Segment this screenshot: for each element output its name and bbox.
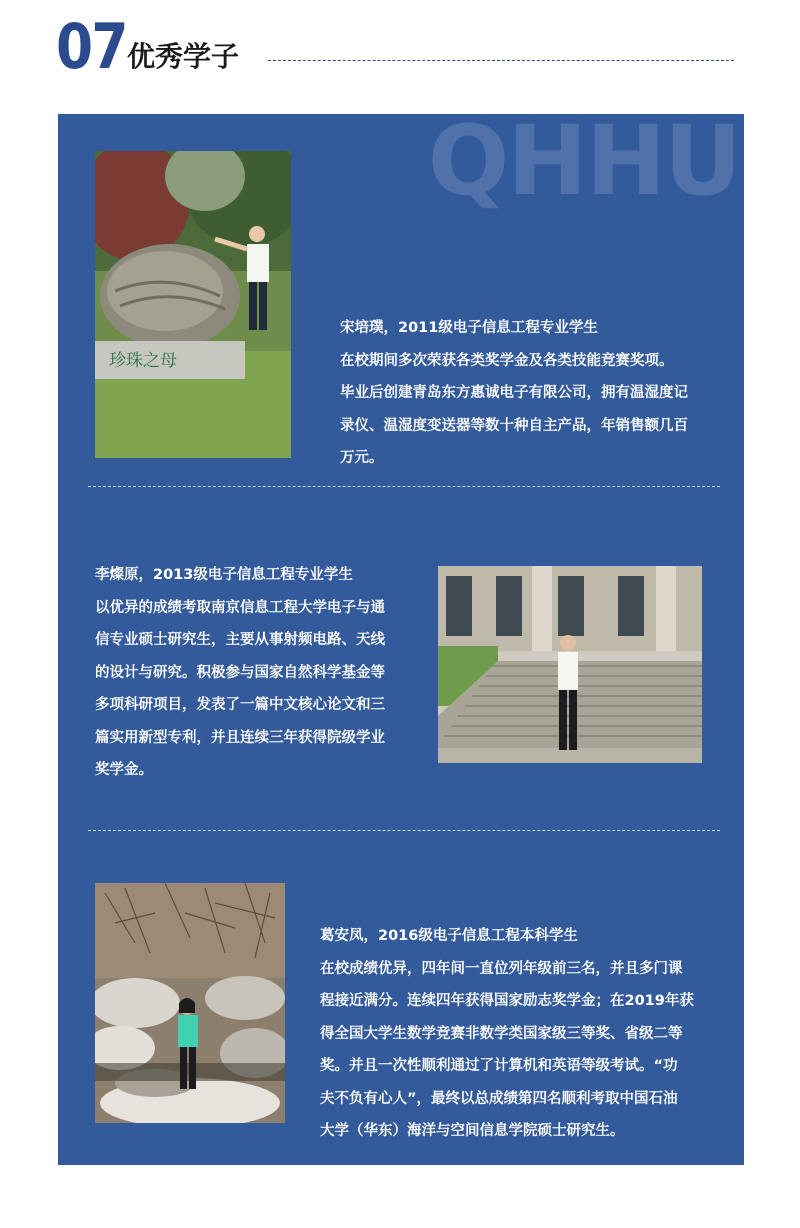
student-photo-3 [95,883,285,1123]
photo-stone-inscription: 珍珠之母 [109,351,177,371]
bio-line: 大学（华东）海洋与空间信息学院硕士研究生。 [320,1123,625,1139]
bio-line: 录仪、温湿度变送器等数十种自主产品，年销售额几百 [340,417,688,434]
bio-line: 奖。并且一次性顺利通过了计算机和英语等级考试。“功 [320,1058,678,1074]
bio-line: 宋培璞，2011级电子信息工程专业学生 [340,320,598,336]
bio-line: 得全国大学生数学竞赛非数学类国家级三等奖、省级二等 [320,1025,683,1042]
bio-line: 多项科研项目，发表了一篇中文核心论文和三 [95,697,385,713]
watermark-text: QHHU [427,105,740,217]
bio-line: 万元。 [340,450,384,466]
section-title: 优秀学子 [127,40,240,73]
student-bio-2 [95,559,385,787]
bio-line: 在校期间多次荣获各类奖学金及各类技能竞赛奖项。 [340,352,674,369]
student-bio-3 [320,920,694,1148]
bio-line: 葛安凤，2016级电子信息工程本科学生 [320,928,578,944]
bio-line: 夫不负有心人”，最终以总成绩第四名顺利考取中国石油 [320,1090,678,1107]
student-bio-1 [340,312,688,475]
bio-line: 李燦原，2013级电子信息工程专业学生 [95,567,353,583]
bio-line: 毕业后创建青岛东方惠诚电子有限公司，拥有温湿度记 [340,385,688,401]
student-photo-2 [438,566,702,763]
bio-line: 奖学金。 [95,762,153,778]
bio-line: 以优异的成绩考取南京信息工程大学电子与通 [95,599,385,616]
bio-line: 信专业硕士研究生，主要从事射频电路、天线 [95,632,385,648]
bio-line: 篇实用新型专利，并且连续三年获得院级学业 [95,729,385,746]
bio-line: 在校成绩优异，四年间一直位列年级前三名，并且多门课 [320,960,683,977]
section-divider-2 [88,830,720,831]
bio-line: 程接近满分。连续四年获得国家励志奖学金；在2019年获 [320,993,694,1009]
section-number: 07 [56,10,127,83]
students-panel [58,105,744,1165]
section-divider-1 [88,486,720,487]
header-divider [268,60,734,61]
student-photo-1 [95,151,291,458]
bio-line: 的设计与研究。积极参与国家自然科学基金等 [95,664,385,681]
